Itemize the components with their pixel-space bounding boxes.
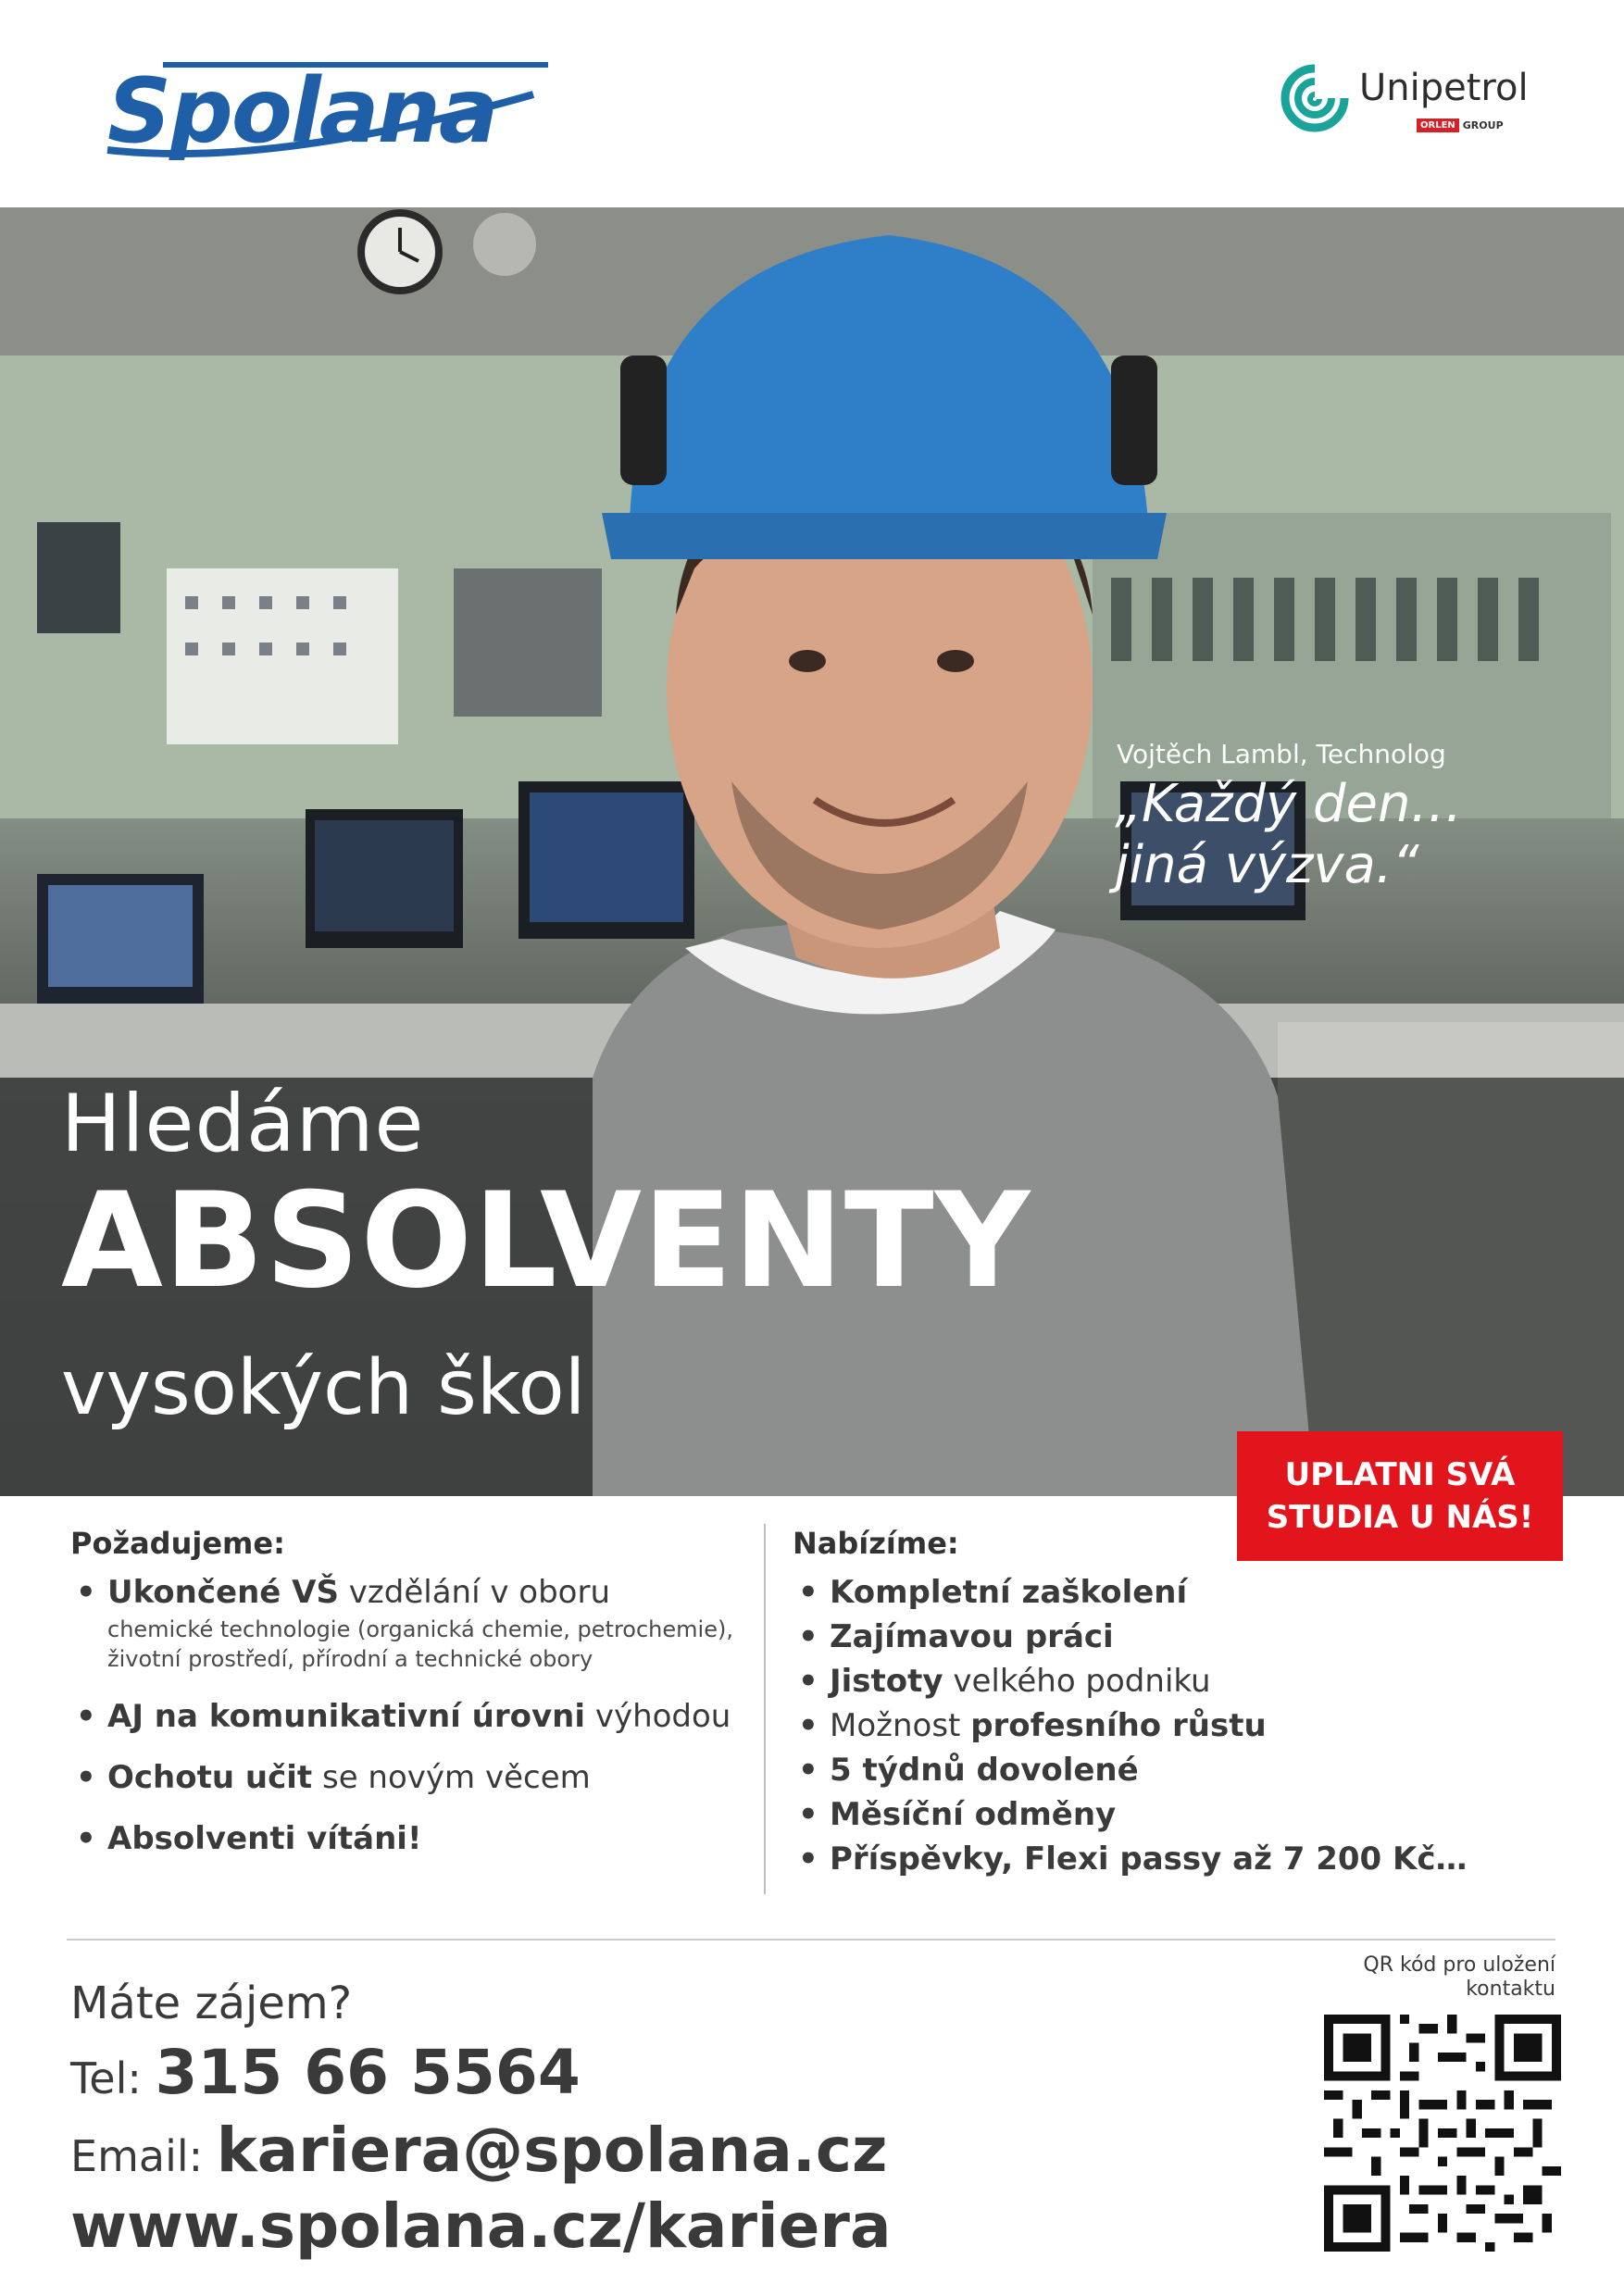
offer-bold: Příspěvky, Flexi passy až 7 200 Kč… [830, 1841, 1468, 1878]
list-item [793, 1839, 1552, 1879]
unipetrol-swirl-icon [1278, 61, 1352, 135]
unipetrol-logo [1278, 57, 1528, 150]
offer-bold: profesního růstu [970, 1707, 1267, 1744]
contact-question: Máte zájem? [70, 1978, 353, 2029]
quote-author: Vojtěch Lambl, Technolog [1117, 739, 1446, 769]
cta-badge [1237, 1431, 1563, 1561]
headline-line1: Hledáme [61, 1078, 425, 1170]
list-item [793, 1794, 1552, 1835]
email-link[interactable]: kariera@spolana.cz [216, 2115, 888, 2186]
list-item [793, 1705, 1552, 1746]
cta-line2: STUDIA U NÁS! [1266, 1499, 1534, 1536]
headline-line2: ABSOLVENTY [61, 1165, 1031, 1317]
unipetrol-name: Unipetrol [1359, 67, 1529, 109]
list-item [793, 1661, 1552, 1702]
orlen-box: ORLEN [1417, 119, 1459, 132]
offers-list [793, 1572, 1552, 1883]
offer-bold: 5 týdnů dovolené [830, 1752, 1139, 1789]
website-link[interactable]: www.spolana.cz/kariera [70, 2190, 892, 2262]
offer-bold: Jistoty [830, 1663, 943, 1700]
req-rest: vzdělání v oboru [339, 1574, 611, 1611]
quote-text: „Každý den… jiná výzva.“ [1115, 774, 1463, 895]
phone-label: Tel: [70, 2053, 156, 2103]
contact-phone [70, 2037, 581, 2108]
spolana-wordmark: Spolana [107, 59, 497, 163]
req-rest: se novým věcem [312, 1759, 591, 1796]
list-item [70, 1820, 756, 1857]
phone-link[interactable]: 315 66 5564 [155, 2037, 581, 2108]
orlen-group-mark [1417, 119, 1504, 132]
list-item [793, 1616, 1552, 1657]
req-bold: Ukončené VŠ [107, 1574, 339, 1611]
hero-photo [0, 207, 1624, 1496]
email-label: Email: [70, 2131, 217, 2181]
qr-label: QR kód pro uložení kontaktu [1363, 1953, 1555, 2001]
column-divider [764, 1524, 766, 1894]
cta-line1: UPLATNI SVÁ [1284, 1456, 1516, 1493]
req-bold: Absolventi vítáni! [107, 1820, 422, 1857]
offers-title: Nabízíme: [793, 1526, 959, 1561]
list-item [793, 1572, 1552, 1613]
wall-siren-icon [473, 213, 536, 276]
offer-bold: Zajímavou práci [830, 1618, 1114, 1655]
offer-bold: Měsíční odměny [830, 1796, 1117, 1833]
offer-bold: Kompletní zaškolení [830, 1574, 1188, 1611]
list-item [70, 1698, 756, 1735]
requirements-list [70, 1574, 756, 1881]
list-item [70, 1759, 756, 1796]
list-item [70, 1574, 756, 1674]
offer-pre: Možnost [830, 1707, 971, 1744]
spolana-logo [89, 57, 552, 168]
list-item [793, 1750, 1552, 1791]
requirements-title: Požadujeme: [70, 1526, 285, 1561]
group-text: GROUP [1462, 119, 1504, 131]
req-rest: výhodou [585, 1698, 731, 1735]
req-detail: chemické technologie (organická chemie, petrochemie), životní prostředí, přírodní a technické obory [107, 1616, 733, 1672]
offer-rest: velkého podniku [943, 1663, 1211, 1700]
req-bold: AJ na komunikativní úrovni [107, 1698, 586, 1735]
req-bold: Ochotu učit [107, 1759, 313, 1796]
section-divider [67, 1939, 1555, 1940]
contact-email [70, 2115, 887, 2186]
headline-line3: vysokých škol [61, 1344, 586, 1432]
qr-code[interactable] [1324, 2015, 1561, 2252]
